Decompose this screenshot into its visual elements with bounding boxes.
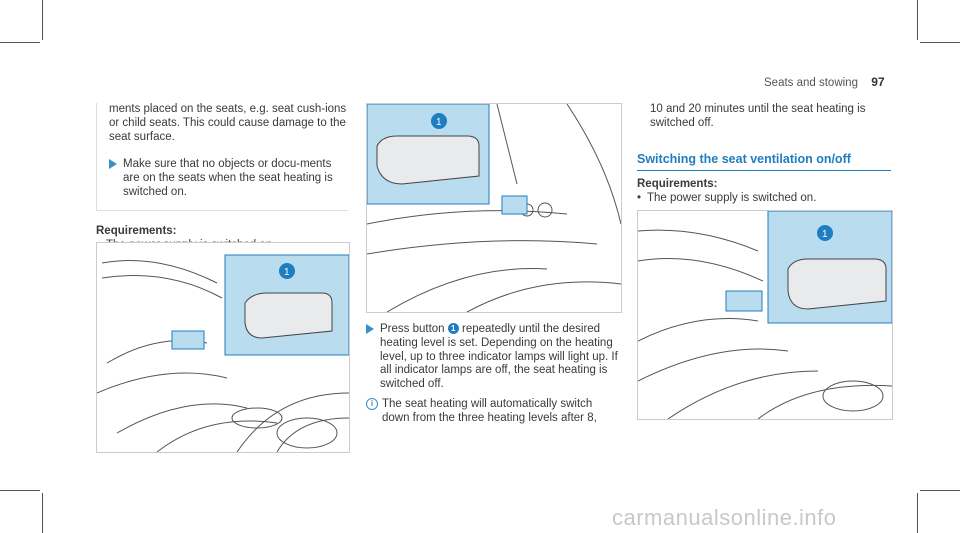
crop-mark: [917, 493, 918, 533]
step-arrow-icon: [366, 324, 374, 334]
figure-door-panel-1: [96, 242, 350, 453]
crop-mark: [42, 493, 43, 533]
svg-text:1: 1: [436, 117, 442, 128]
page-number: 97: [871, 75, 885, 89]
section-title: Switching the seat ventilation on/off: [637, 152, 891, 171]
note-text: The seat heating will automatically switch down from the three heating levels after 8,: [382, 397, 597, 424]
watermark: carmanualsonline.info: [612, 505, 837, 530]
crop-mark: [0, 490, 40, 491]
step-item: [366, 323, 620, 392]
step-text-post: repeatedly until the desired heating level is set. Depending on the heating level, up to three indicator lamps will light up. If all indicator lamps are off, the seat heating is switched off.: [380, 323, 618, 391]
column-3: [650, 103, 890, 131]
column-1: [96, 103, 348, 252]
button-1-icon: 1: [448, 323, 459, 334]
section-name: Seats and stowing: [764, 77, 858, 89]
page-header: [764, 75, 885, 89]
door-panel-illustration: [97, 243, 349, 452]
step-text: Make sure that no objects or docu-ments are on the seats when the seat heating is switched on.: [123, 158, 333, 198]
crop-mark: [917, 0, 918, 40]
crop-mark: [42, 0, 43, 40]
requirements-title: Requirements:: [637, 178, 718, 190]
step-arrow-icon: [109, 159, 117, 169]
requirements-title: Requirements:: [96, 224, 177, 237]
requirement-item: • The power supply is switched on.: [637, 192, 891, 206]
crop-mark: [920, 42, 960, 43]
info-icon: i: [366, 398, 378, 410]
svg-text:1: 1: [822, 229, 828, 240]
figure-door-panel-3: [637, 210, 893, 420]
door-panel-illustration: [367, 104, 621, 312]
note-item: [366, 398, 620, 426]
continued-text: 10 and 20 minutes until the seat heating is switched off.: [650, 103, 866, 129]
warning-box: [96, 103, 348, 211]
column-3-requirements: [637, 178, 891, 206]
figure-door-panel-2: [366, 103, 622, 313]
column-2: [366, 313, 620, 426]
callout-label: 1: [284, 267, 290, 278]
step-text-pre: Press button: [380, 323, 445, 335]
door-panel-illustration: [638, 211, 892, 419]
step-item: [109, 158, 348, 199]
crop-mark: [920, 490, 960, 491]
crop-mark: [0, 42, 40, 43]
intro-text: ments placed on the seats, e.g. seat cush-ions or child seats. This could cause damage to the seat surface.: [109, 103, 347, 143]
